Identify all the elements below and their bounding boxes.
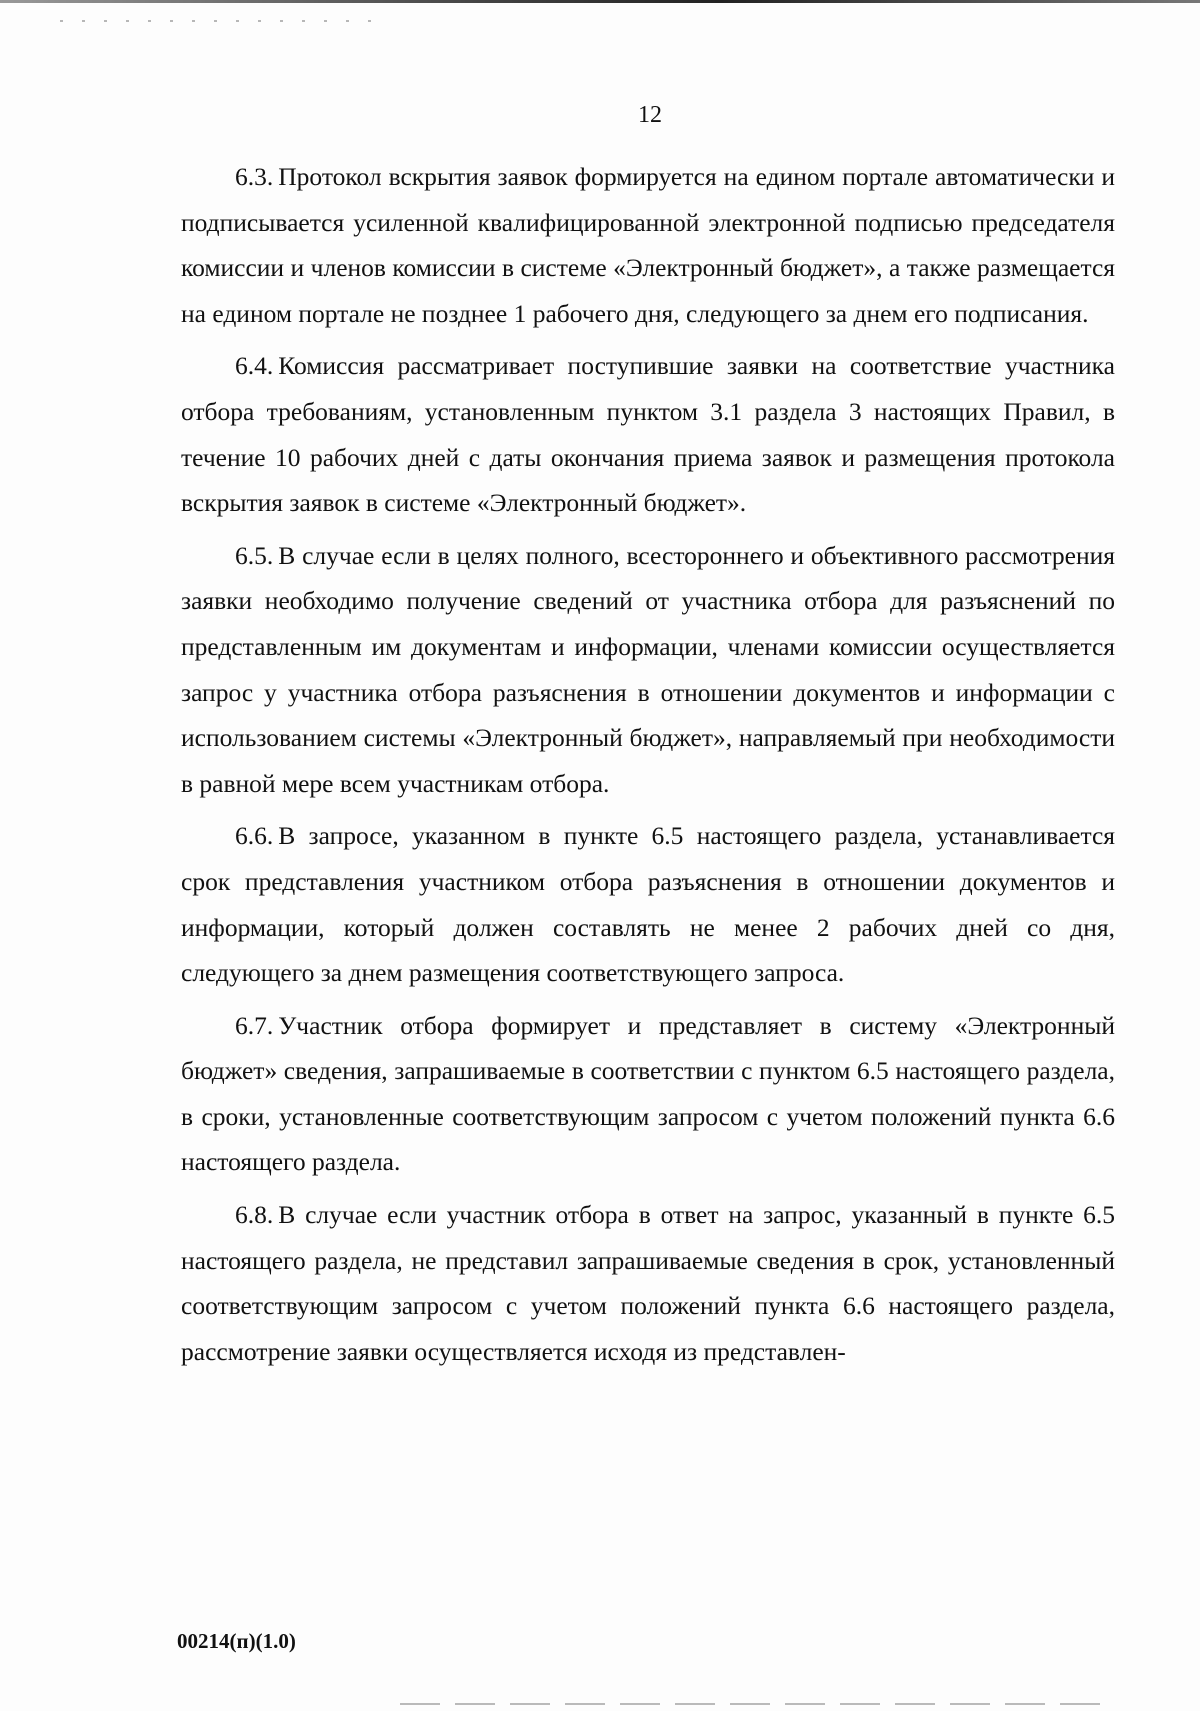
paragraph-6-7 [181,1003,1115,1185]
paragraph-number: 6.3. [235,162,274,191]
scan-edge-bottom [400,1703,1100,1705]
paragraph-6-3 [181,154,1115,336]
paragraph-number: 6.6. [235,821,274,851]
document-body [181,154,1115,1381]
paragraph-text: Протокол вскрытия заявок формируется на едином портале автоматически и подписывается усиленной квалифицированной электронной подписью председателя комиссии и членов комиссии в системе «Электронный бюджет», а также размещается на едином портале не позднее 1 рабочего дня, следующего за днем его подписания. [181,162,1115,328]
paragraph-text: Участник отбора формирует и представляет в систему «Электронный бюджет» сведения, запрашиваемые в соответствии с пунктом 6.5 настоящего раздела, в сроки, установленные соответствующим запросом с учетом положений пункта 6.6 настоящего раздела. [181,1010,1115,1177]
scan-edge-top [0,0,1200,3]
page-number [0,100,1200,130]
paragraph-number: 6.8. [235,1200,274,1230]
scan-noise-top [60,20,380,22]
paragraph-text: В случае если участник отбора в ответ на запрос, указанный в пункте 6.5 настоящего раздела, не представил запрашиваемые сведения в срок, установленный соответствующим запросом с учетом положений пункта 6.6 настоящего раздела, рассмотрение заявки осуществляется исходя из представлен- [181,1200,1115,1366]
paragraph-6-6 [181,813,1115,995]
paragraph-text: В запросе, указанном в пункте 6.5 настоящего раздела, устанавливается срок представления участником отбора разъяснения в отношении документов и информации, который должен составлять не менее 2 рабочих дней со дня, следующего за днем размещения соответствующего запроса. [181,821,1115,988]
paragraph-number: 6.4. [235,351,274,381]
paragraph-text: Комиссия рассматривает поступившие заявки на соответствие участника отбора требованиям, установленным пунктом 3.1 раздела 3 настоящих Правил, в течение 10 рабочих дней с даты окончания приема заявок и размещения протокола вскрытия заявок в системе «Электронный бюджет». [181,351,1115,518]
paragraph-6-8 [181,1192,1115,1374]
paragraph-6-5 [181,533,1115,807]
paragraph-number: 6.7. [235,1010,274,1040]
page-number-text: 12 [638,102,662,128]
document-code: 00214(п)(1.0) [177,1629,296,1653]
paragraph-6-4 [181,343,1115,525]
paragraph-number: 6.5. [235,540,274,570]
paragraph-text: В случае если в целях полного, всестороннего и объективного рассмотрения заявки необходимо получение сведений от участника отбора для разъяснений по представленным им документам и информации, членами комиссии осуществляется запрос у участника отбора разъяснения в отношении документов и информации с использованием системы «Электронный бюджет», направляемый при необходимости в равной мере всем участникам отбора. [181,540,1115,798]
